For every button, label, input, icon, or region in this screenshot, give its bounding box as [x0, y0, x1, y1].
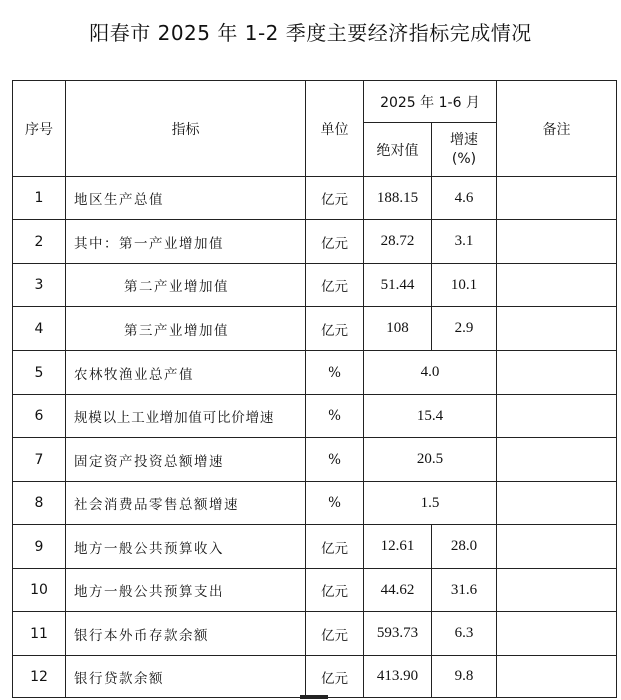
row-absolute-value: 51.44	[364, 264, 432, 307]
table-row	[13, 569, 617, 612]
row-indicator: 规模以上工业增加值可比价增速	[66, 395, 306, 438]
row-unit: 亿元	[306, 612, 364, 656]
header-absolute: 绝对值	[364, 123, 432, 177]
row-unit: %	[306, 351, 364, 395]
row-index: 11	[13, 612, 66, 656]
row-index: 10	[13, 569, 66, 612]
row-absolute-value: 28.72	[364, 220, 432, 264]
row-remarks	[497, 656, 617, 698]
row-unit: 亿元	[306, 307, 364, 351]
row-remarks	[497, 395, 617, 438]
row-merged-value: 4.0	[364, 351, 497, 395]
row-remarks	[497, 220, 617, 264]
row-absolute-value: 413.90	[364, 656, 432, 698]
row-growth-value: 2.9	[432, 307, 497, 351]
row-remarks	[497, 177, 617, 220]
header-period: 2025 年 1-6 月	[364, 81, 497, 123]
row-unit: 亿元	[306, 177, 364, 220]
header-growth	[432, 123, 497, 177]
header-index: 序号	[13, 81, 66, 177]
row-unit: 亿元	[306, 656, 364, 698]
row-growth-value: 28.0	[432, 525, 497, 569]
row-merged-value: 1.5	[364, 482, 497, 525]
row-remarks	[497, 569, 617, 612]
table-row	[13, 395, 617, 438]
row-remarks	[497, 307, 617, 351]
page-bottom-marker	[300, 695, 328, 699]
row-indicator: 地方一般公共预算收入	[66, 525, 306, 569]
row-index: 4	[13, 307, 66, 351]
row-absolute-value: 188.15	[364, 177, 432, 220]
row-growth-value: 3.1	[432, 220, 497, 264]
row-index: 3	[13, 264, 66, 307]
row-growth-value: 4.6	[432, 177, 497, 220]
table-row	[13, 612, 617, 656]
row-unit: 亿元	[306, 220, 364, 264]
row-indicator: 其中：第一产业增加值	[66, 220, 306, 264]
row-absolute-value: 12.61	[364, 525, 432, 569]
row-indicator: 第二产业增加值	[66, 264, 306, 307]
row-unit: %	[306, 438, 364, 482]
table-row	[13, 525, 617, 569]
row-indicator: 银行贷款余额	[66, 656, 306, 698]
row-remarks	[497, 612, 617, 656]
row-growth-value: 10.1	[432, 264, 497, 307]
table-row	[13, 482, 617, 525]
row-index: 2	[13, 220, 66, 264]
table-row	[13, 220, 617, 264]
header-indicator: 指标	[66, 81, 306, 177]
row-unit: 亿元	[306, 569, 364, 612]
row-indicator: 第三产业增加值	[66, 307, 306, 351]
table-row	[13, 438, 617, 482]
row-index: 9	[13, 525, 66, 569]
table-row	[13, 264, 617, 307]
row-remarks	[497, 264, 617, 307]
row-unit: 亿元	[306, 264, 364, 307]
row-indicator: 地区生产总值	[66, 177, 306, 220]
row-merged-value: 15.4	[364, 395, 497, 438]
row-index: 7	[13, 438, 66, 482]
header-remarks: 备注	[497, 81, 617, 177]
row-merged-value: 20.5	[364, 438, 497, 482]
row-remarks	[497, 482, 617, 525]
table-body	[13, 177, 617, 698]
row-index: 6	[13, 395, 66, 438]
row-remarks	[497, 525, 617, 569]
row-unit: %	[306, 482, 364, 525]
row-absolute-value: 108	[364, 307, 432, 351]
row-indicator: 地方一般公共预算支出	[66, 569, 306, 612]
row-index: 8	[13, 482, 66, 525]
table-row	[13, 656, 617, 698]
table-row	[13, 351, 617, 395]
row-unit: %	[306, 395, 364, 438]
indicators-table	[12, 80, 617, 698]
row-indicator: 农林牧渔业总产值	[66, 351, 306, 395]
row-index: 1	[13, 177, 66, 220]
row-growth-value: 9.8	[432, 656, 497, 698]
table-header	[13, 81, 617, 177]
row-growth-value: 6.3	[432, 612, 497, 656]
header-unit: 单位	[306, 81, 364, 177]
page-title: 阳春市 2025 年 1-2 季度主要经济指标完成情况	[89, 21, 532, 45]
row-unit: 亿元	[306, 525, 364, 569]
row-absolute-value: 593.73	[364, 612, 432, 656]
header-growth-label: 增速	[450, 131, 478, 148]
table-row	[13, 307, 617, 351]
row-remarks	[497, 438, 617, 482]
row-remarks	[497, 351, 617, 395]
row-index: 5	[13, 351, 66, 395]
row-indicator: 银行本外币存款余额	[66, 612, 306, 656]
row-index: 12	[13, 656, 66, 698]
header-growth-unit: (%)	[451, 150, 477, 167]
row-absolute-value: 44.62	[364, 569, 432, 612]
row-growth-value: 31.6	[432, 569, 497, 612]
table-row	[13, 177, 617, 220]
row-indicator: 固定资产投资总额增速	[66, 438, 306, 482]
row-indicator: 社会消费品零售总额增速	[66, 482, 306, 525]
